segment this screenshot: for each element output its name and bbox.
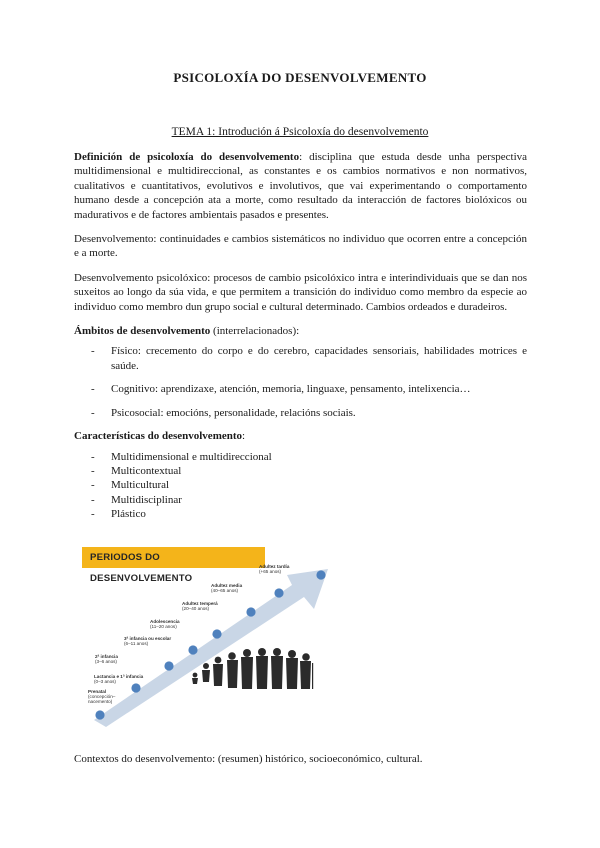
silhouette-figure — [256, 648, 268, 689]
stage-name: 2ª infancia — [95, 654, 118, 659]
document-title: PSICOLOXÍA DO DESENVOLVEMENTO — [173, 70, 427, 85]
list-item: - Cognitivo: aprendizaxe, atención, memoria, linguaxe, pensamento, intelixencia… — [74, 382, 527, 396]
caracteristicas-colon: : — [242, 430, 246, 443]
stage-label-terceira-infancia — [124, 636, 190, 646]
stage-age: (20–40 anos) — [182, 606, 210, 612]
stage-name: Adultez temperá — [182, 601, 218, 606]
stage-label-prenatal — [88, 689, 130, 705]
ambitos-heading-text: Ámbitos de desenvolvemento — [74, 325, 211, 338]
stage-dot — [274, 588, 283, 597]
stage-name: 3ª infancia ou escolar — [124, 636, 172, 641]
contexts-paragraph: Contextos do desenvolvemento: (resumen) histórico, socioeconómico, cultural. — [74, 753, 423, 765]
silhouette-figure — [241, 649, 253, 689]
psicoloxico-paragraph: Desenvolvemento psicolóxico: procesos de cambio psicolóxico intra e interindividuais que se dan nos suxeitos ao longo da súa vida, e que permitem a transición do individuo como membro da especie ao individuo como membro dun grupo social e cultural determinado. Cambios ordeados e duradeiros. — [74, 271, 527, 313]
stage-dot — [164, 661, 173, 670]
document-subtitle: TEMA 1: Introdución á Psicoloxía do desenvolvemento — [171, 126, 429, 138]
stage-dot — [188, 645, 197, 654]
silhouette-figure — [286, 650, 298, 689]
periods-banner-title: PERIODOS DO DESENVOLVEMENTO — [90, 552, 193, 584]
caracteristicas-heading-text: Características do desenvolvemento — [74, 430, 243, 443]
stage-label-segunda-infancia — [95, 654, 145, 664]
stage-label-adultez-tempera — [182, 601, 232, 611]
definition-text: : disciplina que estuda desde unha perspectiva multidimensional e multidireccional, as constantes e os cambios normativos e non normativos, cualitativos e cuantitativos, evolutivos e involutivos, que vai experimentando o comportamento humano desde a concepción ata a morte, como resultado da interacción de factores biolóxicos ou madurativos e de factores ambientais pasados e presentes. — [74, 151, 528, 221]
stage-name: Adultez media — [211, 583, 243, 588]
definition-term: Definición de psicoloxía do desenvolvemento — [74, 151, 300, 163]
stage-dot — [246, 607, 255, 616]
stage-name: Prenatal — [88, 689, 107, 694]
stage-label-lactancia — [94, 674, 164, 684]
periods-banner — [82, 547, 265, 584]
ambitos-heading — [74, 324, 527, 338]
stage-age: (6–11 anos) — [124, 641, 149, 647]
silhouette-figure — [300, 653, 313, 689]
stage-age: (concepción–nacemento) — [88, 694, 116, 705]
list-item: - Multidimensional e multidireccional — [74, 450, 527, 464]
stage-age: (40–65 anos) — [211, 588, 239, 594]
stage-dot — [131, 683, 140, 692]
list-item: - Multidisciplinar — [74, 493, 527, 507]
document-body — [74, 150, 527, 522]
stage-age: (+65 anos) — [259, 569, 282, 575]
list-item: - Psicosocial: emocións, personalidade, relacións sociais. — [74, 406, 527, 420]
definition-paragraph — [74, 150, 527, 222]
development-periods-figure — [82, 545, 332, 730]
stage-label-adultez-media — [211, 583, 261, 593]
silhouette-figure — [202, 663, 210, 682]
stage-label-adultez-tardia — [259, 564, 311, 574]
caracteristicas-heading — [74, 429, 527, 443]
silhouette-figure — [213, 657, 223, 686]
silhouette-figure — [192, 673, 198, 684]
stage-name: Adultez tardía — [259, 564, 290, 569]
list-item: - Multicontextual — [74, 464, 527, 478]
list-item: - Multicultural — [74, 478, 527, 492]
stage-name: Lactancia e 1ª infancia — [94, 674, 144, 679]
stage-dot — [95, 710, 104, 719]
stage-age: (0–3 anos) — [94, 679, 116, 685]
caracteristicas-list — [74, 450, 527, 522]
ambitos-heading-note: (interrelacionados): — [210, 325, 300, 338]
ambitos-list — [74, 344, 527, 420]
list-item: - Plástico — [74, 507, 527, 521]
stage-age: (3–6 anos) — [95, 659, 117, 665]
silhouette-figure — [227, 652, 238, 688]
silhouette-figure — [271, 648, 283, 689]
list-item: - Físico: crecemento do corpo e do cerebro, capacidades sensoriais, habilidades motrices e saúde. — [74, 344, 527, 373]
stage-label-adolescencia — [150, 619, 200, 629]
stage-age: (11–20 anos) — [150, 624, 177, 630]
stage-dot — [212, 629, 221, 638]
desenvolvemento-paragraph: Desenvolvemento: continuidades e cambios sistemáticos no individuo que ocorren entre a concepción e a morte. — [74, 233, 527, 260]
stage-name: Adolescencia — [150, 619, 180, 624]
stage-dot — [316, 570, 325, 579]
